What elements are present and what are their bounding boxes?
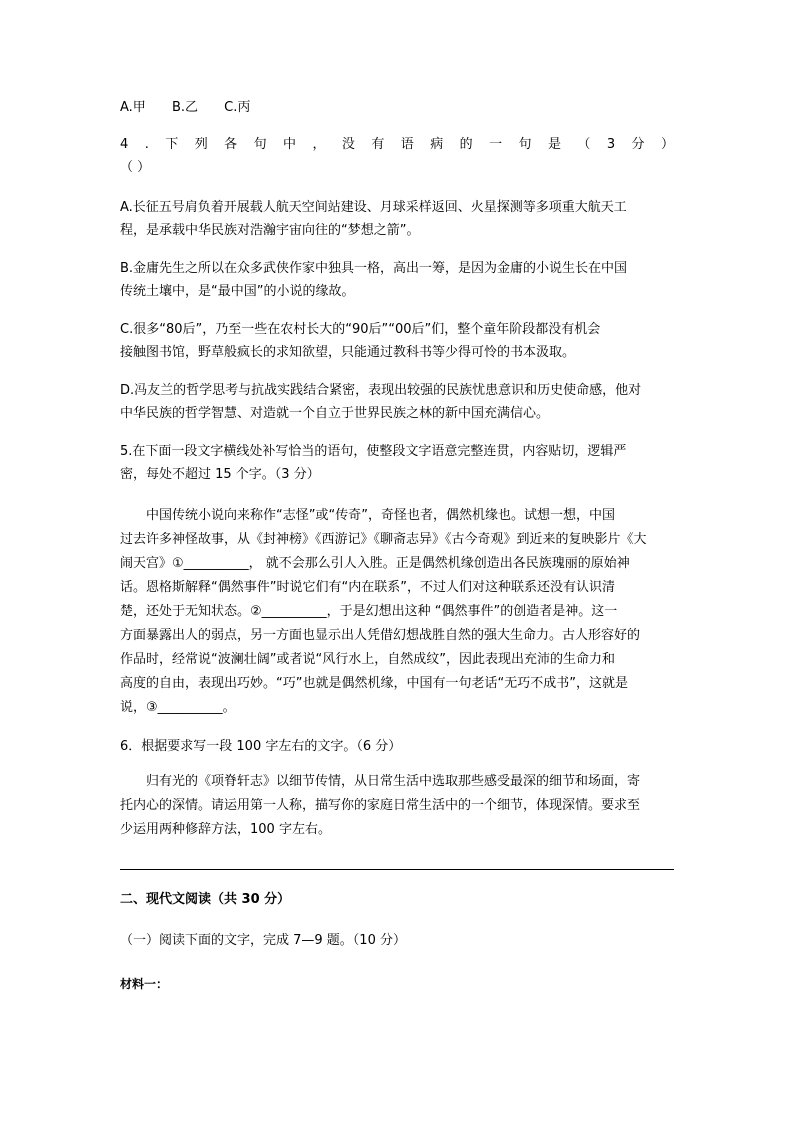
choice-a-line-1: A.长征五号肩负着开展载人航天空间站建设、月球采样返回、火星探测等多项重大航天工 (120, 200, 627, 215)
material-1-label: 材料一： (120, 977, 169, 991)
question-4-char: ） (660, 137, 674, 152)
question-4-char: 下 (165, 137, 179, 152)
question-6-title: 6．根据要求写一段 100 字左右的文字。（6 分） (120, 739, 402, 754)
question-4-char: 分 (631, 137, 645, 152)
passage-6-line-1: 归有光的《项脊轩志》以细节传情，从日常生活中选取那些感受最深的细节和场面，寄 (146, 774, 641, 789)
question-4-char: 是 (547, 137, 561, 152)
choice-a-line-2: 程，是承载中华民族对浩瀚宇宙向往的“梦想之箭”。 (120, 223, 420, 238)
passage-5-line-6: 方面暴露出人的弱点，另一方面也显示出人凭借幻想战胜自然的强大生命力。古人形容好的 (120, 628, 641, 643)
question-4-char: 中 (283, 137, 297, 152)
choice-b-line-1: B.金庸先生之所以在众多武侠作家中独具一格，高出一筹，是因为金庸的小说生长在中国 (120, 261, 628, 276)
choice-c-line-1: C.很多“80后”，乃至一些在农村长大的“90后”“00后”们，整个童年阶段都没有机会 (120, 322, 601, 337)
question-4-char: 语 (400, 137, 414, 152)
question-4-char: 列 (194, 137, 208, 152)
passage-6-line-2: 托内心的深情。请运用第一人称，描写你的家庭日常生活中的一个细节，体现深情。要求至 (120, 798, 641, 813)
subsection-1-heading: （一）阅读下面的文字，完成 7—9 题。（10 分） (120, 933, 406, 948)
option-c: C.丙 (224, 100, 251, 115)
passage-5-line-9: 说，③__________。 (120, 700, 236, 715)
choice-c-line-2: 接触图书馆，野草般疯长的求知欲望，只能通过教科书等少得可怜的书本汲取。 (120, 345, 576, 360)
question-4-title (120, 134, 674, 156)
question-4-char: 一 (489, 137, 503, 152)
option-b: B.乙 (171, 100, 199, 115)
question-5-line-1: 5.在下面一段文字横线处补写恰当的语句，使整段文字语意完整连贯，内容贴切，逻辑严 (120, 444, 627, 459)
passage-5-line-4: 话。恩格斯解释“偶然事件”时说它们有“内在联系”，不过人们对这种联系还没有认识清 (120, 580, 615, 595)
question-5-line-2: 密，每处不超过 15 个字。（3 分） (120, 467, 320, 482)
question-4-char: （ (577, 137, 591, 152)
option-a: A.甲 (120, 100, 146, 115)
passage-5-line-3: 闹天宫》①__________， 就不会那么引人入胜。正是偶然机缘创造出各民族瑰丽的原始神 (120, 556, 630, 571)
question-4-char: 3 (606, 137, 616, 152)
section-divider (120, 869, 674, 870)
choice-d-line-1: D.冯友兰的哲学思考与抗战实践结合紧密，表现出较强的民族忧患意识和历史使命感，他对 (120, 383, 642, 398)
question-4-blank: （ ） (120, 160, 151, 175)
section-2-heading: 二、现代文阅读（共 30 分） (120, 892, 291, 907)
choice-b-line-2: 传统土壤中，是“最中国”的小说的缘故。 (120, 284, 355, 299)
question-4-char: 的 (459, 137, 473, 152)
question-4-char: 4 (120, 137, 129, 152)
passage-5-line-8: 高度的自由，表现出巧妙。“巧”也就是偶然机缘，中国有一句老话“无巧不成书”，这就是 (120, 676, 628, 691)
question-4-char: 有 (371, 137, 385, 152)
choice-d-line-2: 中华民族的哲学智慧、对造就一个自立于世界民族之林的新中国充满信心。 (120, 406, 550, 421)
question-4-char: 各 (224, 137, 238, 152)
passage-5-line-2: 过去许多神怪故事，从《封神榜》《西游记》《聊斋志异》《古今奇观》到近来的复映影片《大 (120, 532, 647, 547)
question-4-char: 句 (253, 137, 267, 152)
passage-5-line-5: 楚，还处于无知状态。②__________，于是幻想出这种 “偶然事件”的创造者是神。这一 (120, 604, 618, 619)
answer-options (120, 97, 272, 119)
question-4-char: ， (312, 137, 326, 152)
passage-5-line-7: 作品时，经常说“波澜壮阔”或者说“风行水上，自然成纹”，因此表现出充沛的生命力和 (120, 652, 615, 667)
question-4-char: 没 (341, 137, 355, 152)
passage-5-line-1: 中国传统小说向来称作“志怪”或“传奇”，奇怪也者，偶然机缘也。试想一想，中国 (146, 508, 615, 523)
passage-6-line-3: 少运用两种修辞方法，100 字左右。 (120, 822, 331, 837)
question-4-char: 病 (430, 137, 444, 152)
question-4-char: . (144, 137, 149, 152)
question-4-char: 句 (518, 137, 532, 152)
